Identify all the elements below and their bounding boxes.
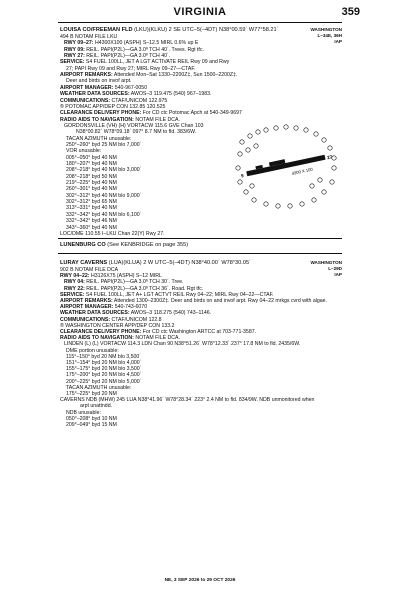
field-label: CLEARANCE DELIVERY PHONE: xyxy=(60,110,142,117)
text-line: ® POTOMAC APP/DEP CON 132.85 120.525 xyxy=(60,103,166,110)
chart-ids: L–34E, 36H xyxy=(317,33,342,38)
tree-symbol xyxy=(264,202,268,206)
field-value: AWOS–3 118.275 (540) 743–1146. xyxy=(129,310,212,317)
text-line: 200°–225° byd 20 NM blo 5,000´ xyxy=(66,378,142,385)
field-label: RWY 04–22: xyxy=(60,273,90,280)
field-value: CTAF/UNICOM 122.8 xyxy=(110,316,162,323)
text-line: 302°–312° byd 65 NM xyxy=(66,199,117,206)
tree-symbol xyxy=(236,166,240,170)
field-value: REIL. PAPI(P2L)—GA 3.0º TCH 36´. Road. Rgt tfc. xyxy=(84,285,204,292)
text-line: 332°–342° byd 46 NM xyxy=(66,218,117,225)
tree-symbol xyxy=(300,202,304,206)
tree-symbol xyxy=(294,126,298,130)
field-label: RWY 09–27: xyxy=(64,40,94,47)
text-line: ® WASHINGTON CENTER APP/DEP CON 133.2 xyxy=(60,322,175,329)
field-label: COMMUNICATIONS: xyxy=(60,316,111,323)
text-line: 208°–218° byd 50 NM xyxy=(66,173,117,180)
page-number: 359 xyxy=(341,6,360,18)
text-line: 219°–225° byd 40 NM xyxy=(66,180,117,187)
text-line: 332°–342° byd 40 NM blo 6,100´ xyxy=(66,211,142,218)
section-divider xyxy=(58,253,342,254)
tree-symbol xyxy=(274,126,278,130)
chart-ids: L–29D xyxy=(328,266,342,271)
iap-label: IAP xyxy=(334,39,342,44)
text-line: 175°–225° byd 20 NM xyxy=(66,391,117,397)
tree-symbol xyxy=(254,144,258,148)
text-line: 155°–175° byd 20 NM blo 3,500´ xyxy=(66,366,142,373)
tree-symbol xyxy=(284,125,288,129)
field-value: 540-967-0050 xyxy=(113,84,148,91)
field-label: AIRPORT MANAGER: xyxy=(60,304,114,311)
tree-symbol xyxy=(264,128,268,132)
field-value: REIL. PAPI(P2L)—GA 3.0º TCH 40´. xyxy=(84,53,171,60)
field-value: 540-743-6070 xyxy=(113,304,148,311)
text-line: 313°–331° byd 40 NM xyxy=(66,205,117,212)
tree-symbol xyxy=(322,190,326,194)
tree-symbol xyxy=(240,140,244,144)
airport-location: 2 SE UTC–5(–4DT) N38°00.59´ W77°58.21´ xyxy=(168,27,279,33)
text-line: 115°–150° byd 20 NM blo 3,500´ xyxy=(66,353,141,360)
tree-symbol xyxy=(312,198,316,202)
airport-ids: (LUA)(KLUA) xyxy=(108,260,142,266)
field-label: RWY 09: xyxy=(64,46,85,53)
field-label: AIRPORT REMARKS: xyxy=(60,298,113,304)
louisa-chart-refs xyxy=(310,27,342,45)
tree-symbol xyxy=(318,178,322,182)
text-line: 302°–312° byd 40 NM blo 9,000´ xyxy=(66,192,142,199)
tree-symbol xyxy=(256,130,260,134)
airport-name: LOUISA CO/FREEMAN FLD xyxy=(60,27,133,33)
field-value: NOTAM FILE DCA. xyxy=(133,116,180,123)
text-line: 209°–049° byd 15 NM xyxy=(66,422,117,428)
airport-diagram xyxy=(232,120,340,212)
tree-symbol xyxy=(330,180,334,184)
field-value: Attended 1300–2300Z‡. Deer and birds on and invof arpt. Rwy 04–22 mrkgs cvrd with algae. xyxy=(112,298,328,304)
field-value: S4 FUEL 100LL, JET A+ LGT ACTVT REIL Rwy 04–22; MIRL Rwy 04–22—CTAF. xyxy=(84,291,274,298)
field-value: NOTAM FILE DCA. xyxy=(133,335,180,342)
field-value: For CD ctc Potomac Apch at 540-349-9697 xyxy=(141,110,242,117)
text-line: 180°–207° byd 40 NM xyxy=(66,161,117,167)
airport-name: LUNENBURG CO xyxy=(60,242,106,248)
luray-chart-refs xyxy=(310,260,342,278)
text-line: TACAN AZIMUTH unusable: xyxy=(66,384,132,391)
runway-end-27: 27 xyxy=(326,154,333,161)
field-value: REIL. PAPI(P2L)—GA 3.0º TCH 40´. Trees. Rgt tfc. xyxy=(84,46,204,53)
tree-symbol xyxy=(276,204,280,208)
text-line: Deer and birds on invof arpt. xyxy=(66,78,132,85)
tree-symbol xyxy=(310,184,314,188)
field-label: AIRPORT MANAGER: xyxy=(60,84,114,91)
text-line: 208°–218° byd 40 NM blo 3,000´ xyxy=(66,167,142,174)
text-line: LINDEN (L) (L) VORTACW 114.3 LDN Chan 90 N38°51.26´ W78°12.33´ 237° 17.8 NM to fld. 2435/6W. xyxy=(64,341,301,348)
field-label: RADIO AIDS TO NAVIGATION: xyxy=(60,335,134,342)
runway-end-9: 9 xyxy=(240,173,245,179)
field-label: RWY 22: xyxy=(64,285,85,292)
tree-symbol xyxy=(248,134,252,138)
airport-ids: (LKU)(KLKU) xyxy=(134,27,168,33)
lunenburg-entry xyxy=(60,242,188,248)
field-value: H3126X75 (ASPH) S–12 MIRL xyxy=(89,273,162,280)
airport-name: LURAY CAVERNS xyxy=(60,260,108,266)
tree-symbol xyxy=(250,184,254,188)
tree-symbol xyxy=(238,180,242,184)
field-label: RWY 04: xyxy=(64,279,85,286)
text-line: VOR unusable: xyxy=(66,148,102,155)
tree-symbol xyxy=(252,198,256,202)
text-line: 175°–200° byd 20 NM blo 4,500´ xyxy=(66,372,142,379)
field-value: AWOS–3 119.475 (540) 967–1983. xyxy=(129,91,212,98)
page-header xyxy=(0,0,400,24)
field-label: AIRPORT REMARKS: xyxy=(60,72,113,79)
page-footer: NE, 3 SEP 2026 to 29 OCT 2026 xyxy=(164,578,236,583)
tree-symbol xyxy=(314,132,318,136)
chart-region: WASHINGTON xyxy=(310,260,342,265)
text-line: arpt unattndd. xyxy=(80,403,113,410)
state-title: VIRGINIA xyxy=(173,6,227,18)
text-line: 005°–050° byd 40 NM xyxy=(66,154,117,161)
tree-symbol xyxy=(244,190,248,194)
tree-symbol xyxy=(322,138,326,142)
tree-symbol xyxy=(246,148,250,152)
text-line: CAVERNS NDB (MHW) 245 LUA N38°41.96´ W78°28.34´ 223° 2.4 NM to fld. 834/9W. NDB unmonitored when xyxy=(60,397,315,404)
text-line: 260°–301° byd 40 NM xyxy=(66,186,117,193)
field-value: Attended Mon–Sat 1330–2200Z‡, Sun 1500–2200Z‡. xyxy=(112,72,238,79)
text-line: TACAN AZIMUTH unusable: xyxy=(66,135,132,142)
section-divider xyxy=(58,238,342,239)
field-value: H4300X100 (ASPH) S–12.5 MIRL 0.6% up E xyxy=(93,40,199,47)
tree-symbol xyxy=(238,152,242,156)
airport-location: 2 W UTC–5(–4DT) N38°40.00´ W78°30.05´ xyxy=(143,260,251,266)
field-label: RADIO AIDS TO NAVIGATION: xyxy=(60,116,134,123)
luray-title xyxy=(60,260,251,266)
field-value: CTAF/UNICOM 122.975 xyxy=(110,97,168,104)
text-line: NDB unusable: xyxy=(66,409,101,416)
text-line: 151°–154° byd 20 NM blo 4,000´ xyxy=(66,360,142,366)
text-line: N38°00.82´ W78°09.18´ 097° 8.7 NM to fld. 383/6W. xyxy=(76,129,197,136)
header-divider xyxy=(58,22,342,23)
field-value: REIL. PAPI(P2L)—GA 3.0º TCH 30´. Tree. xyxy=(84,279,184,286)
text-line: LOC/DME 110.55 I–LKU Chan 22(Y) Rwy 27. xyxy=(60,230,165,237)
field-value: S4 FUEL 100LL, JET A LGT ACTIVATE REIL Rwy 09 and Rwy xyxy=(84,59,230,66)
iap-label: IAP xyxy=(334,272,342,277)
text-line: 050°–208° byd 10 NM xyxy=(66,415,117,422)
text-line: 343°–360° byd 40 NM xyxy=(66,224,117,231)
field-label: CLEARANCE DELIVERY PHONE: xyxy=(60,329,142,335)
louisa-title xyxy=(60,27,278,33)
field-label: WEATHER DATA SOURCES: xyxy=(60,310,130,317)
text-line: 27; PAPI Rwy 09 and Rwy 27; MIRL Rwy 09–27—CTAF. xyxy=(66,65,196,72)
field-label: SERVICE: xyxy=(60,291,85,298)
tree-symbol xyxy=(288,204,292,208)
text-line: 902 B NOTAM FILE DCA xyxy=(60,267,119,273)
field-label: COMMUNICATIONS: xyxy=(60,97,111,104)
field-label: WEATHER DATA SOURCES: xyxy=(60,91,130,98)
field-label: SERVICE: xyxy=(60,59,85,66)
field-label: RWY 27: xyxy=(64,53,85,60)
chart-region: WASHINGTON xyxy=(310,27,342,32)
runway xyxy=(246,155,325,177)
text-line: 494 B NOTAM FILE LKU xyxy=(60,34,118,40)
cross-reference: (See KENBRIDGE on page 355) xyxy=(107,242,189,248)
text-line: DME portion unusable: xyxy=(66,347,119,354)
field-value: For CD ctc Washington ARTCC at 703-771-3587. xyxy=(141,329,257,335)
tree-symbol xyxy=(304,128,308,132)
text-line: 250°–260° byd 25 NM blo 7,000´ xyxy=(66,141,142,148)
text-line: GORDONSVILLE (VH) (H) VORTACW 115.6 GVE Chan 103 xyxy=(64,122,204,129)
runway-dimensions: 4300 X 100 xyxy=(291,166,314,176)
tree-symbol xyxy=(332,166,336,170)
tree-symbol xyxy=(328,146,332,150)
